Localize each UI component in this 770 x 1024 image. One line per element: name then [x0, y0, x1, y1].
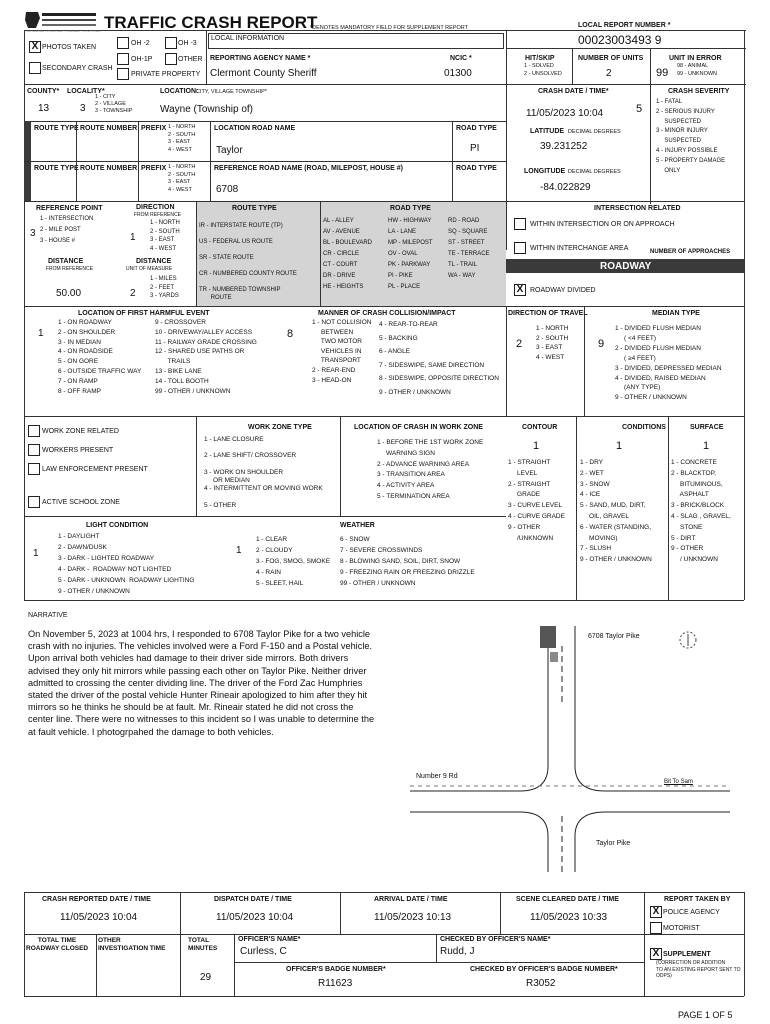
first-harmful-col2: 9 - CROSSOVER 10 - DRIVEWAY/ALLEY ACCESS 11 - RAILWAY GRADE CROSSING 12 - SHARED USE PATHS OR TRAILS 13 - BIKE LANE 14 - TOLL BOOTH 99 - OTHER / UNKNOWN — [155, 319, 257, 395]
ref-prefix-label: PREFIX — [141, 165, 167, 172]
private-property-label: PRIVATE PROPERTY — [131, 71, 201, 78]
side-label-reference — [24, 161, 31, 201]
other-inv-label: OTHER INVESTIGATION TIME — [98, 937, 166, 952]
dist-unit-options: 1 - MILES 2 - FEET 3 - YARDS — [150, 276, 179, 299]
median-label: MEDIAN TYPE — [652, 310, 700, 317]
oh3-checkbox[interactable] — [165, 37, 177, 49]
direction-label: DIRECTION — [136, 204, 175, 211]
crash-dt-value: 11/05/2023 10:04 — [526, 108, 604, 119]
loc-road-type-label: ROAD TYPE — [456, 125, 497, 132]
motorist-checkbox[interactable] — [650, 922, 662, 934]
light-label: LIGHT CONDITION — [86, 522, 149, 529]
wz-type-options: 1 - LANE CLOSURE 2 - LANE SHIFT/ CROSSOVER 3 - WORK ON SHOULDER OR MEDIAN 4 - INTERMITTENT OR MOVING WORK 5 - OTHER — [204, 436, 323, 509]
secondary-crash-checkbox[interactable] — [29, 62, 41, 74]
ref-point-value: 3 — [30, 228, 36, 239]
oh1p-checkbox[interactable] — [117, 53, 129, 65]
local-info-label: LOCAL INFORMATION — [211, 35, 285, 42]
weather-col2: 6 - SNOW 7 - SEVERE CROSSWINDS 8 - BLOWING SAND, SOIL, DIRT, SNOW 9 - FREEZING RAIN OR FREEZING DRIZZLE 99 - OTHER / UNKNOWN — [340, 536, 475, 587]
units-value: 2 — [606, 68, 612, 79]
light-options: 1 - DAYLIGHT 2 - DAWN/DUSK 3 - DARK - LIGHTED ROADWAY 4 - DARK - ROADWAY NOT LIGHTED 5 - DARK - UNKNOWN ROADWAY LIGHTING 9 - OTHER / UNKNOWN — [58, 533, 195, 595]
logo-text: OHIO DEPARTMENT OF PUBLIC SAFETY · DRIVE SAFELY · PROTECT OTHERS — [26, 31, 101, 33]
loc-road-value: Taylor — [216, 145, 243, 156]
work-zone-label: WORK ZONE RELATED — [42, 428, 119, 435]
page-number: PAGE 1 OF 5 — [678, 1010, 733, 1020]
roadway-divided-label: ROADWAY DIVIDED — [530, 287, 596, 294]
mandatory-note: *DENOTES MANDATORY FIELD FOR SUPPLEMENT REPORT — [310, 25, 469, 31]
route-type-label: ROUTE TYPE — [232, 205, 277, 212]
direction-options: 1 - NORTH 2 - SOUTH 3 - EAST 4 - WEST — [150, 220, 180, 252]
agency-value: Clermont County Sheriff — [210, 68, 317, 79]
dir-travel-options: 1 - NORTH 2 - SOUTH 3 - EAST 4 - WEST — [536, 325, 569, 361]
diagram-label-taylor-pike: Taylor Pike — [596, 840, 631, 847]
unit-error-value: 99 — [656, 67, 669, 79]
cleared-label: SCENE CLEARED DATE / TIME — [516, 896, 619, 903]
ref-route-type-label: ROUTE TYPE — [34, 165, 79, 172]
first-harmful-label: LOCATION OF FIRST HARMFUL EVENT — [78, 310, 210, 317]
dist-unit-value: 2 — [130, 288, 136, 299]
locality-value: 3 — [80, 103, 86, 114]
crash-diagram — [400, 616, 740, 876]
private-property-checkbox[interactable] — [117, 68, 129, 80]
work-zone-checkbox[interactable] — [28, 425, 40, 437]
ohio-dps-logo — [24, 10, 98, 30]
other-label: OTHER — [178, 56, 203, 63]
diagram-label-road: Number 9 Rd — [416, 773, 458, 780]
latitude-label: LATITUDE — [530, 128, 565, 135]
report-taken-label: REPORT TAKEN BY — [664, 896, 731, 903]
distance-label: DISTANCE — [48, 258, 84, 265]
supplement-checkbox[interactable]: X — [650, 948, 662, 960]
surface-options: 1 - CONCRETE 2 - BLACKTOP, BITUMINOUS, ASPHALT 3 - BRICK/BLOCK 4 - SLAG , GRAVEL, STONE 5 - DIRT 9 - OTHER / UNKNOWN — [671, 459, 731, 564]
route-opt-us: US - FEDERAL US ROUTE — [199, 239, 273, 245]
total-min-label: TOTAL MINUTES — [188, 937, 218, 952]
hit-skip-options: 1 - SOLVED 2 - UNSOLVED — [524, 63, 562, 77]
distance-sublabel: FROM REFERENCE — [46, 266, 93, 272]
first-harmful-value: 1 — [38, 328, 44, 339]
supplement-label: SUPPLEMENT — [663, 951, 711, 958]
cleared-value: 11/05/2023 10:33 — [530, 912, 608, 923]
badge-value: R11623 — [318, 978, 353, 989]
surface-label: SURFACE — [690, 424, 724, 431]
supplement-note: (CORRECTION OR ADDITION TO AN EXISTING REPORT SENT TO ODPS) — [656, 960, 741, 979]
oh2-label: OH -2 — [131, 40, 150, 47]
conditions-label: CONDITIONS — [622, 424, 666, 431]
law-enforcement-label: LAW ENFORCEMENT PRESENT — [42, 466, 148, 473]
wz-location-options: 1 - BEFORE THE 1ST WORK ZONE WARNING SIGN 2 - ADVANCE WARNING AREA 3 - TRANSITION AREA 4 - ACTIVITY AREA 5 - TERMINATION AREA — [377, 439, 484, 500]
hit-skip-label: HIT/SKIP — [525, 55, 555, 62]
ref-route-number-label: ROUTE NUMBER — [80, 165, 138, 172]
locality-label: LOCALITY* — [67, 88, 105, 95]
arrival-label: ARRIVAL DATE / TIME — [374, 896, 448, 903]
surface-value: 1 — [703, 440, 710, 452]
total-time-label: TOTAL TIME ROADWAY CLOSED — [26, 937, 89, 952]
loc-route-number-label: ROUTE NUMBER — [80, 125, 138, 132]
direction-value: 1 — [130, 232, 136, 243]
diagram-label-house: 6708 Taylor Pike — [588, 633, 640, 640]
unit-error-label: UNIT IN ERROR — [669, 55, 722, 62]
unit-error-options: 98 - ANIMAL 99 - UNKNOWN — [677, 63, 718, 77]
longitude-value: -84.022829 — [540, 182, 591, 193]
ref-point-options: 1 - INTERSECTION 2 - MILE POST 3 - HOUSE # — [40, 216, 94, 244]
within-interchange-label: WITHIN INTERCHANGE AREA — [530, 245, 629, 252]
narrative-text: On November 5, 2023 at 1004 hrs, I responded to 6708 Taylor Pike for a two vehicle crash with no injuries. The vehicles involved were a Ford F-150 and a Postal vehicle. Upon arrival both vehicles had damage to their driver side mirrors. Both drivers advised they only hit mirrors while passing each other on Taylor Pike. Neither driver admitted to crossing the center dividing line. The driver of the Ford Zac Humphries stated the driver of the postal vehicle Hunter Rineair apologized to him after they hit mirrors so he thinks he should be at fault. Mr. Rineair stated he did not cross the center line. There were no witnesses to this incident so I was unable to determine the at fault vehicle. I photogrpahed the damage to both vehicles. — [28, 629, 375, 737]
severity-label: CRASH SEVERITY — [668, 88, 730, 95]
loc-road-type-value: PI — [470, 143, 480, 154]
intersection-label: INTERSECTION RELATED — [594, 205, 681, 212]
road-type-col3: RD - ROAD SQ - SQUARE ST - STREET TE - TERRACE TL - TRAIL WA - WAY — [448, 218, 490, 279]
ncic-value: 01300 — [444, 68, 472, 79]
distance-value: 50.00 — [56, 288, 82, 299]
local-report-number: 00023003493 9 — [578, 33, 662, 47]
units-label: NUMBER OF UNITS — [578, 55, 644, 62]
ref-road-label: REFERENCE ROAD NAME (ROAD, MILEPOST, HOUSE #) — [214, 165, 404, 172]
manner-value: 8 — [287, 328, 294, 340]
county-value: 13 — [38, 103, 50, 114]
agency-label: REPORTING AGENCY NAME * — [210, 55, 311, 62]
checked-badge-value: R3052 — [526, 978, 556, 989]
longitude-label: LONGITUDE — [524, 168, 566, 175]
latitude-sublabel: DECIMAL DEGREES — [568, 129, 621, 135]
within-intersection-checkbox[interactable] — [514, 218, 526, 230]
law-enforcement-checkbox[interactable] — [28, 463, 40, 475]
route-opt-sr: SR - STATE ROUTE — [199, 255, 254, 261]
school-zone-label: ACTIVE SCHOOL ZONE — [42, 499, 120, 506]
conditions-options: 1 - DRY 2 - WET 3 - SNOW 4 - ICE 5 - SAND, MUD, DIRT, OIL, GRAVEL 6 - WATER (STANDING, MOVING) 7 - SLUSH 9 - OTHER / UNKNOWN — [580, 459, 652, 564]
ref-point-label: REFERENCE POINT — [36, 205, 103, 212]
total-min-value: 29 — [200, 972, 212, 983]
weather-label: WEATHER — [340, 522, 375, 529]
checked-value: Rudd, J — [440, 946, 475, 957]
weather-value: 1 — [236, 545, 242, 556]
contour-options: 1 - STRAIGHT LEVEL 2 - STRAIGHT GRADE 3 - CURVE LEVEL 4 - CURVE GRADE 9 - OTHER /UNKNOWN — [508, 459, 565, 542]
loc-road-label: LOCATION ROAD NAME — [214, 125, 296, 132]
oh2-checkbox[interactable] — [117, 37, 129, 49]
school-zone-checkbox[interactable] — [28, 496, 40, 508]
weather-col1: 1 - CLEAR 2 - CLOUDY 3 - FOG, SMOG, SMOKE 4 - RAIN 5 - SLEET, HAIL — [256, 536, 331, 587]
checked-label: CHECKED BY OFFICER'S NAME* — [440, 936, 551, 943]
median-value: 9 — [598, 338, 605, 350]
manner-label: MANNER OF CRASH COLLISION/IMPACT — [318, 310, 456, 317]
vehicle-icon — [540, 626, 556, 648]
motorist-label: MOTORIST — [663, 925, 700, 932]
diagram-label-right: Bit To Sam — [664, 779, 693, 785]
locality-options: 1 - CITY 2 - VILLAGE 3 - TOWNSHIP — [95, 94, 133, 114]
badge-label: OFFICER'S BADGE NUMBER* — [286, 966, 386, 973]
photos-taken-label: PHOTOS TAKEN — [42, 44, 97, 51]
light-value: 1 — [33, 548, 39, 559]
route-opt-ir: IR - INTERSTATE ROUTE (TP) — [199, 223, 283, 229]
manner-col1: 1 - NOT COLLISION BETWEEN TWO MOTOR VEHICLES IN TRANSPORT 2 - REAR-END 3 - HEAD-ON — [312, 319, 372, 384]
severity-options: 1 - FATAL 2 - SERIOUS INJURY SUSPECTED 3 - MINOR INJURY SUSPECTED 4 - INJURY POSSIBLE 5 - PROPERTY DAMAGE ONLY — [656, 99, 726, 174]
route-opt-cr: CR - NUMBERED COUNTY ROUTE — [199, 271, 297, 277]
within-intersection-label: WITHIN INTERSECTION OR ON APPROACH — [530, 221, 675, 228]
median-options: 1 - DIVIDED FLUSH MEDIAN ( <4 FEET) 2 - DIVIDED FLUSH MEDIAN ( ≥4 FEET) 3 - DIVIDED, DEPRESSED MEDIAN 4 - DIVIDED, RAISED MEDIAN (ANY TYPE) 9 - OTHER / UNKNOWN — [615, 325, 722, 402]
reported-value: 11/05/2023 10:04 — [60, 912, 138, 923]
oh3-label: OH -3 — [178, 40, 197, 47]
road-type-col2: HW - HIGHWAY LA - LANE MP - MILEPOST OV - OVAL PK - PARKWAY PI - PIKE PL - PLACE — [388, 218, 433, 290]
num-approaches-label: NUMBER OF APPROACHES — [650, 249, 731, 255]
wz-location-label: LOCATION OF CRASH IN WORK ZONE — [354, 424, 483, 431]
secondary-crash-label: SECONDARY CRASH — [42, 65, 113, 72]
latitude-value: 39.231252 — [540, 141, 588, 152]
road-type-label: ROAD TYPE — [390, 205, 431, 212]
dir-travel-label: DIRECTION OF TRAVEL — [508, 310, 588, 317]
workers-present-checkbox[interactable] — [28, 444, 40, 456]
ncic-label: NCIC * — [450, 55, 472, 62]
location-label: LOCATION: — [160, 88, 199, 95]
ref-prefix-options: 1 - NORTH 2 - SOUTH 3 - EAST 4 - WEST — [168, 164, 196, 193]
crash-diagram-svg — [400, 616, 740, 876]
within-interchange-checkbox[interactable] — [514, 242, 526, 254]
wz-type-label: WORK ZONE TYPE — [248, 424, 312, 431]
other-checkbox[interactable] — [165, 53, 177, 65]
arrival-value: 11/05/2023 10:13 — [374, 912, 452, 923]
ref-road-type-label: ROAD TYPE — [456, 165, 497, 172]
longitude-sublabel: DECIMAL DEGREES — [568, 169, 621, 175]
direction-sublabel: FROM REFERENCE — [134, 212, 181, 218]
ref-road-value: 6708 — [216, 184, 239, 195]
location-sublabel: CITY, VILLAGE TOWNSHIP* — [196, 89, 267, 95]
loc-route-type-label: ROUTE TYPE — [34, 125, 79, 132]
officer-label: OFFICER'S NAME* — [238, 936, 301, 943]
loc-prefix-label: PREFIX — [141, 125, 167, 132]
manner-col2: 4 - REAR-TO-REAR 5 - BACKING 6 - ANGLE 7 - SIDESWIPE, SAME DIRECTION 8 - SIDESWIPE, OPPOSITE DIRECTION 9 - OTHER / UNKNOWN — [379, 321, 499, 396]
roadway-divided-checkbox[interactable]: X — [514, 284, 526, 296]
dispatch-value: 11/05/2023 10:04 — [216, 912, 294, 923]
dist-unit-sublabel: UNIT OF MEASURE — [126, 266, 173, 272]
report-title: TRAFFIC CRASH REPORT — [104, 13, 318, 32]
oh1p-label: OH-1P — [131, 56, 153, 63]
location-value: Wayne (Township of) — [160, 104, 253, 115]
road-type-col1: AL - ALLEY AV - AVENUE BL - BOULEVARD CR - CIRCLE CT - COURT DR - DRIVE HE - HEIGHTS — [323, 218, 373, 290]
officer-value: Curless, C — [240, 946, 287, 957]
crash-dt-label: CRASH DATE / TIME* — [538, 88, 609, 95]
route-opt-tr: TR - NUMBERED TOWNSHIP ROUTE — [199, 287, 281, 301]
reported-label: CRASH REPORTED DATE / TIME — [42, 896, 151, 903]
loc-prefix-options: 1 - NORTH 2 - SOUTH 3 - EAST 4 - WEST — [168, 124, 196, 153]
police-agency-checkbox[interactable]: X — [650, 906, 662, 918]
police-agency-label: POLICE AGENCY — [663, 909, 720, 916]
conditions-value: 1 — [616, 440, 623, 452]
severity-value: 5 — [636, 103, 643, 115]
local-report-label: LOCAL REPORT NUMBER * — [578, 22, 671, 29]
contour-value: 1 — [533, 440, 540, 452]
narrative-label: NARRATIVE — [28, 612, 68, 619]
dispatch-label: DISPATCH DATE / TIME — [214, 896, 292, 903]
checked-badge-label: CHECKED BY OFFICER'S BADGE NUMBER* — [470, 966, 618, 973]
county-label: COUNTY* — [27, 88, 60, 95]
workers-present-label: WORKERS PRESENT — [42, 447, 114, 454]
contour-label: CONTOUR — [522, 424, 558, 431]
dir-travel-value: 2 — [516, 338, 523, 350]
photos-taken-checkbox[interactable]: X — [29, 41, 41, 53]
dist-unit-label: DISTANCE — [136, 258, 172, 265]
roadway-label: ROADWAY — [600, 261, 652, 272]
first-harmful-col1: 1 - ON ROADWAY 2 - ON SHOULDER 3 - IN MEDIAN 4 - ON ROADSIDE 5 - ON GORE 6 - OUTSIDE TRAFFIC WAY 7 - ON RAMP 8 - OFF RAMP — [58, 319, 142, 395]
side-label-location — [24, 121, 31, 161]
